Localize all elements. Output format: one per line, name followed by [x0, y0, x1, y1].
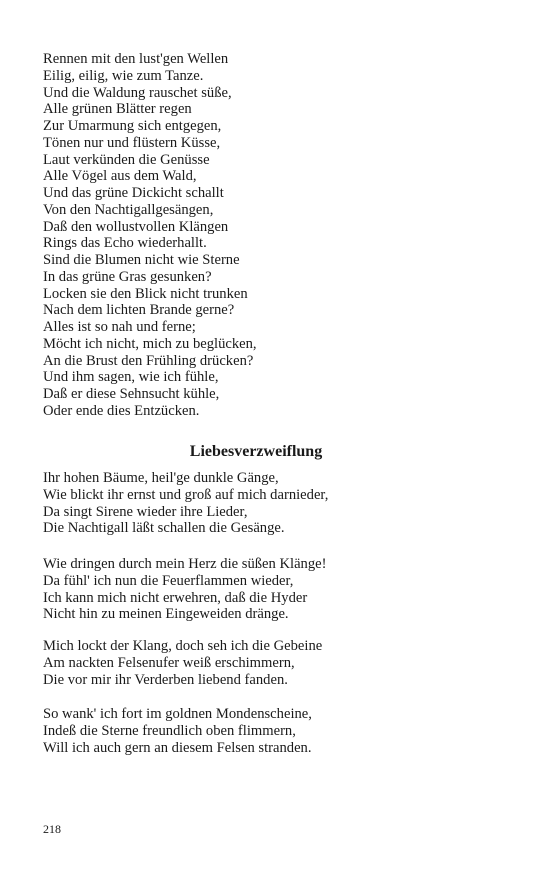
verse-line: Und das grüne Dickicht schallt [43, 185, 224, 201]
verse-line: Nach dem lichten Brande gerne? [43, 302, 235, 319]
verse-line: Indeß die Sterne freundlich oben flimmern, [43, 722, 296, 739]
verse-line: An die Brust den Frühling drücken? [43, 352, 254, 369]
verse-line: Möcht ich nicht, mich zu beglücken, [43, 335, 257, 352]
verse-line: Und ihm sagen, wie ich fühle, [43, 369, 219, 386]
stanza [43, 706, 312, 756]
verse-line: Tönen nur und flüstern Küsse, [43, 134, 221, 151]
verse-line: Die Nachtigall läßt schallen die Gesänge. [43, 520, 285, 537]
verse-line: Da singt Sirene wieder ihre Lieder, [43, 503, 248, 520]
stanza [43, 556, 326, 623]
verse-line: Mich lockt der Klang, doch seh ich die Gebeine [43, 638, 323, 654]
verse-line: In das grüne Gras gesunken? [43, 268, 212, 285]
verse-line: Oder ende dies Entzücken. [43, 402, 200, 419]
verse-line: So wank' ich fort im goldnen Mondenscheine, [43, 706, 312, 722]
poem-title: Liebesverzweiflung [189, 443, 323, 460]
verse-line: Will ich auch gern an diesem Felsen stranden. [43, 739, 312, 756]
verse-line: Sind die Blumen nicht wie Sterne [43, 252, 240, 268]
verse-line: Eilig, eilig, wie zum Tanze. [43, 67, 204, 84]
verse-line: Ihr hohen Bäume, heil'ge dunkle Gänge, [43, 470, 279, 486]
verse-line: Und die Waldung rauschet süße, [43, 84, 232, 101]
verse-line: Alle Vögel aus dem Wald, [43, 168, 197, 185]
stanza [43, 470, 328, 537]
verse-line: Nicht hin zu meinen Eingeweiden dränge. [43, 606, 289, 623]
verse-line: Rennen mit den lust'gen Wellen [43, 51, 229, 67]
verse-line: Alles ist so nah und ferne; [43, 319, 196, 335]
verse-line: Am nackten Felsenufer weiß erschimmern, [43, 654, 295, 671]
verse-line: Locken sie den Blick nicht trunken [43, 285, 248, 302]
verse-line: Wie blickt ihr ernst und groß auf mich darnieder, [43, 486, 329, 503]
verse-line: Daß er diese Sehnsucht kühle, [43, 386, 220, 402]
verse-line: Rings das Echo wiederhallt. [43, 235, 207, 252]
verse-line: Daß den wollustvollen Klängen [43, 218, 229, 235]
page-number: 218 [43, 822, 61, 836]
verse-line: Wie dringen durch mein Herz die süßen Klänge! [43, 556, 327, 572]
verse-line: Die vor mir ihr Verderben liebend fanden. [43, 671, 288, 688]
verse-line: Laut verkünden die Genüsse [43, 151, 210, 168]
stanza [43, 638, 322, 688]
previous-poem-continuation [43, 51, 257, 420]
verse-line: Ich kann mich nicht erwehren, daß die Hyder [43, 589, 308, 606]
verse-line: Alle grünen Blätter regen [43, 101, 192, 118]
verse-line: Da fühl' ich nun die Feuerflammen wieder, [43, 572, 294, 589]
verse-line: Von den Nachtigallgesängen, [43, 201, 214, 218]
verse-line: Zur Umarmung sich entgegen, [43, 118, 222, 134]
